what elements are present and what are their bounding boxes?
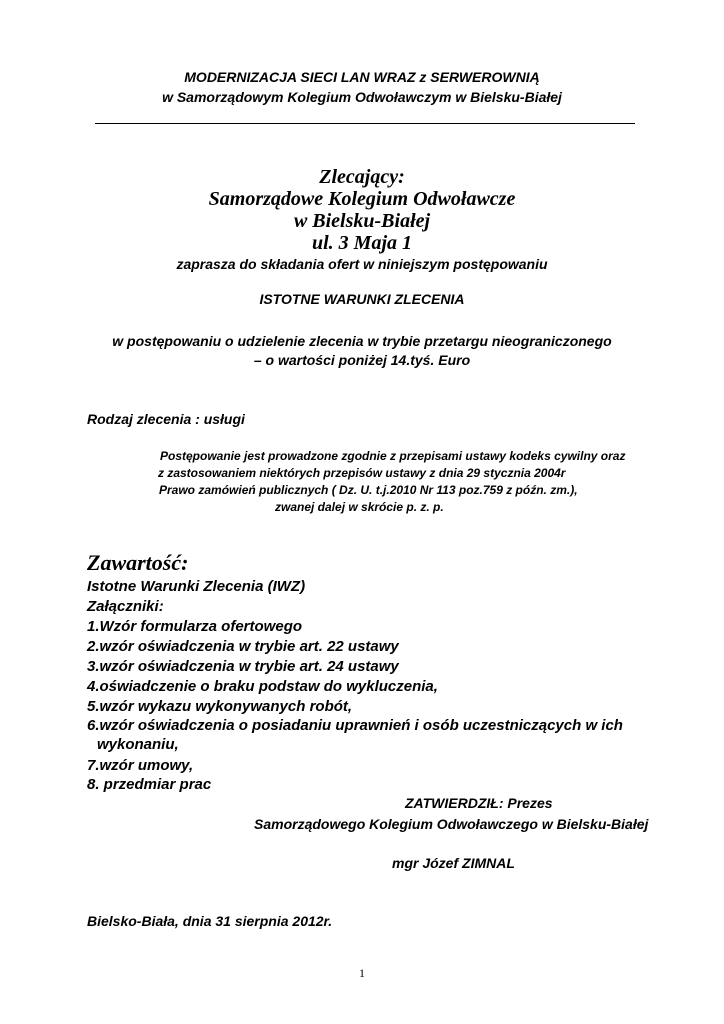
approval-line-1: ZATWIERDZIŁ: Prezes — [405, 795, 553, 811]
proceeding-line-1: w postępowaniu o udzielenie zlecenia w trybie przetargu nieograniczonego — [112, 333, 612, 349]
attachment-item: 2.wzór oświadczenia w trybie art. 22 ustawy — [87, 638, 399, 655]
attachments-label: Załączniki: — [87, 598, 164, 615]
legal-line-4: zwanej dalej w skrócie p. z. p. — [275, 500, 444, 514]
orderer-name: Samorządowe Kolegium Odwoławcze — [208, 188, 516, 210]
contents-iwz: Istotne Warunki Zlecenia (IWZ) — [87, 578, 306, 595]
document-title: ISTOTNE WARUNKI ZLECENIA — [259, 291, 465, 307]
attachment-item: 4.oświadczenie o braku podstaw do wykluczenia, — [87, 678, 438, 695]
orderer-city: w Bielsku-Białej — [293, 210, 431, 232]
attachment-item: 6.wzór oświadczenia o posiadaniu uprawnień i osób uczestniczących w ich — [87, 717, 623, 734]
attachment-item: 1.Wzór formularza ofertowego — [87, 618, 303, 635]
legal-line-1: Postępowanie jest prowadzone zgodnie z przepisami ustawy kodeks cywilny oraz — [160, 449, 626, 463]
attachment-item-continuation: wykonaniu, — [97, 736, 179, 753]
attachment-item: 5.wzór wykazu wykonywanych robót, — [87, 698, 353, 715]
header-line-2: w Samorządowym Kolegium Odwoławczym w Bielsku-Białej — [162, 89, 562, 105]
contents-heading: Zawartość: — [87, 550, 189, 575]
attachment-item: 8. przedmiar prac — [87, 776, 212, 793]
order-type: Rodzaj zlecenia : usługi — [87, 411, 245, 427]
orderer-invite: zaprasza do składania ofert w niniejszym postępowaniu — [176, 256, 548, 272]
approval-signer: mgr Józef ZIMNAL — [392, 855, 515, 871]
attachment-item: 7.wzór umowy, — [87, 757, 194, 774]
header-line-1: MODERNIZACJA SIECI LAN WRAZ z SERWEROWNIĄ — [184, 69, 540, 85]
legal-line-2: z zastosowaniem niektórych przepisów ustawy z dnia 29 stycznia 2004r — [158, 466, 566, 480]
approval-line-2: Samorządowego Kolegium Odwoławczego w Bielsku-Białej — [254, 816, 649, 832]
header-divider — [95, 123, 635, 124]
orderer-address: ul. 3 Maja 1 — [311, 232, 413, 254]
proceeding-line-2: – o wartości poniżej 14.tyś. Euro — [253, 352, 471, 368]
legal-line-3: Prawo zamówień publicznych ( Dz. U. t.j.2010 Nr 113 poz.759 z późn. zm.), — [159, 483, 578, 497]
attachment-item: 3.wzór oświadczenia w trybie art. 24 ustawy — [87, 658, 399, 675]
page-number: 1 — [359, 966, 365, 980]
orderer-label: Zlecający: — [319, 166, 405, 188]
place-date: Bielsko-Biała, dnia 31 sierpnia 2012r. — [87, 913, 333, 929]
